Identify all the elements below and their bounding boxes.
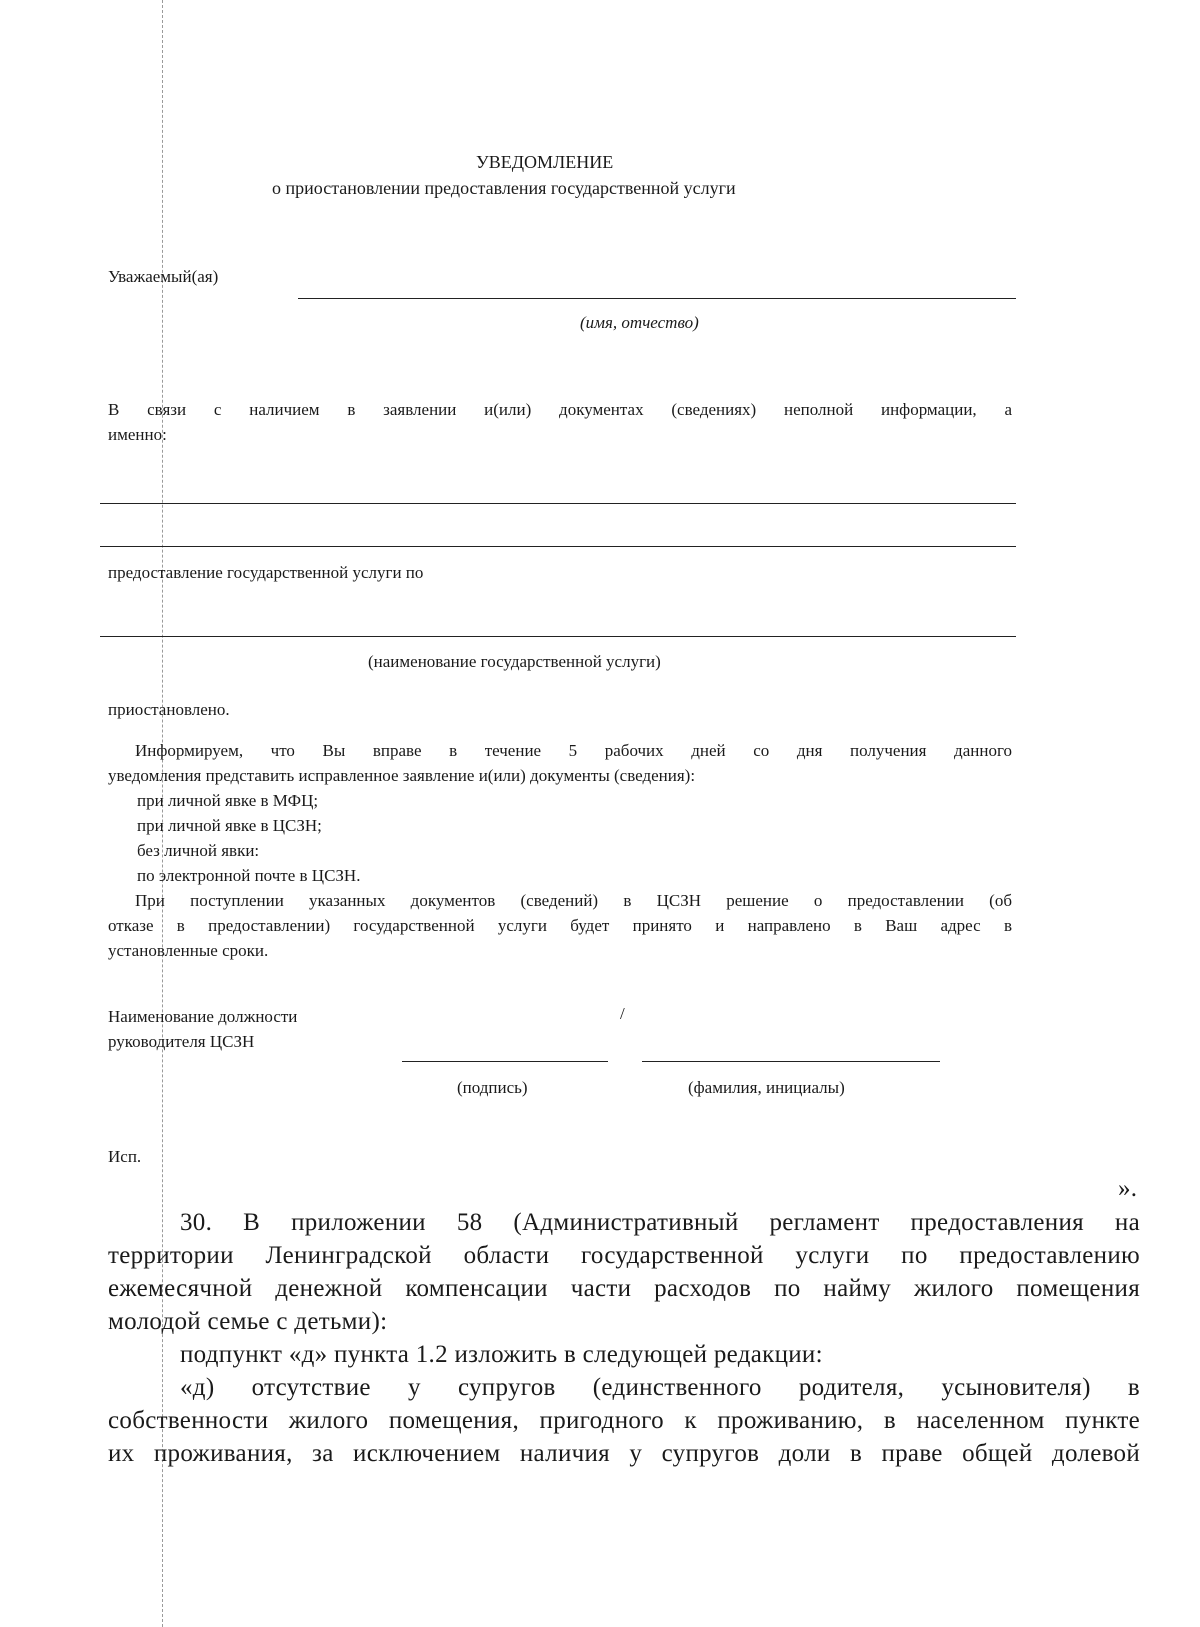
item30-line-1: 30. В приложении 58 (Административный регламент предоставления на: [180, 1209, 1140, 1236]
item30-line-3: ежемесячной денежной компенсации части расходов по найму жилого помещения: [108, 1275, 1140, 1302]
reason-line-1: В связи с наличием в заявлении и(или) документах (сведениях) неполной информации, а: [108, 400, 1012, 419]
signature-line: [402, 1061, 608, 1062]
reason-line-2: именно:: [108, 425, 167, 444]
executor-label: Исп.: [108, 1147, 142, 1166]
decision-line-2: отказе в предоставлении) государственной услуги будет принято и направлено в Ваш адрес в: [108, 916, 1012, 935]
suspended-text: приостановлено.: [108, 700, 230, 719]
d-line-3: их проживания, за исключением наличия у супругов доли в праве общей долевой: [108, 1440, 1140, 1467]
signature-caption: (подпись): [457, 1078, 528, 1097]
info-line-1: Информируем, что Вы вправе в течение 5 рабочих дней со дня получения данного: [135, 741, 1012, 760]
reason-blank-line-1: [100, 503, 1016, 504]
surname-line: [642, 1061, 940, 1062]
d-line-1: «д) отсутствие у супругов (единственного родителя, усыновителя) в: [180, 1374, 1140, 1401]
option-item: при личной явке в ЦСЗН;: [137, 816, 322, 835]
option-item: без личной явки:: [137, 841, 260, 860]
service-prefix: предоставление государственной услуги по: [108, 563, 424, 582]
item30-line-2: территории Ленинградской области государственной услуги по предоставлению: [108, 1242, 1140, 1269]
scan-margin-line: [162, 0, 163, 1627]
reason-blank-line-2: [100, 546, 1016, 547]
position-line-1: Наименование должности: [108, 1007, 298, 1026]
item30-line-4: молодой семье с детьми):: [108, 1308, 388, 1335]
notice-subtitle: о приостановлении предоставления государственной услуги: [272, 178, 736, 198]
service-blank-line: [100, 636, 1016, 637]
decision-line-3: установленные сроки.: [108, 941, 269, 960]
info-line-2: уведомления представить исправленное заявление и(или) документы (сведения):: [108, 766, 696, 785]
decision-line-1: При поступлении указанных документов (сведений) в ЦСЗН решение о предоставлении (об: [135, 891, 1012, 910]
closing-quote: ».: [1118, 1175, 1138, 1202]
greeting-label: Уважаемый(ая): [108, 267, 219, 286]
position-line-2: руководителя ЦСЗН: [108, 1032, 255, 1051]
signature-slash: /: [620, 1004, 625, 1023]
name-caption: (имя, отчество): [580, 313, 699, 332]
subitem-text: подпункт «д» пункта 1.2 изложить в следующей редакции:: [180, 1341, 823, 1368]
notice-title: УВЕДОМЛЕНИЕ: [476, 152, 614, 172]
service-caption: (наименование государственной услуги): [368, 652, 661, 671]
option-item: при личной явке в МФЦ;: [137, 791, 319, 810]
name-line: [298, 298, 1016, 299]
d-line-2: собственности жилого помещения, пригодного к проживанию, в населенном пункте: [108, 1407, 1140, 1434]
surname-caption: (фамилия, инициалы): [688, 1078, 845, 1097]
option-item: по электронной почте в ЦСЗН.: [137, 866, 361, 885]
